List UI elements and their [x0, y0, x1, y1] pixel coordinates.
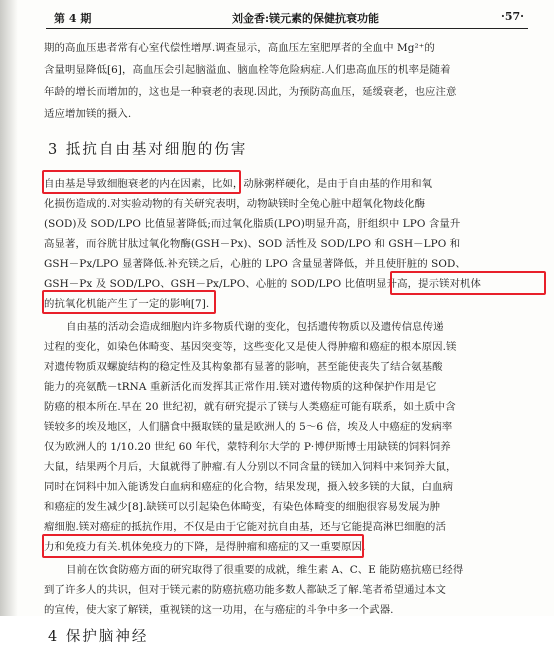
paragraph-line: 和癌症的发生减少[8].缺镁可以引起染色体畸变，有染色体畸变的细胞很容易发展为肿: [44, 501, 441, 513]
page-spine-shadow: [0, 0, 18, 616]
paragraph-line: 力和免疫力有关.机体免疫力的下降，是得肿瘤和癌症的又一重要原因.: [44, 541, 366, 553]
paragraph-line: 年龄的增长而增加的，这也是一种衰老的表现.因此，为预防高血压，延缓衰老，也应注意: [44, 86, 457, 98]
section-heading-3: 3 抵抗自由基对细胞的伤害: [48, 142, 248, 158]
paragraph-line: GSH－Px 及 SOD/LPO、GSH－Px/LPO、心脏的 SOD/LPO 比值明显升高，提示镁对机体: [44, 278, 482, 290]
paragraph-line: 期的高血压患者常有心室代偿性增厚.调查显示，高血压左室肥厚者的全血中 Mg²⁺的: [44, 42, 435, 54]
paragraph-line: 对遗传物质双螺旋结构的稳定性及其构象都有显著的影响，甚至能使丧失了结合氨基酸: [44, 361, 443, 373]
paragraph-line: 瘤细胞.镁对癌症的抵抗作用，不仅是由于它能对抗自由基，还与它能提高淋巴细胞的活: [44, 521, 447, 533]
paragraph-line: 化损伤造成的.对实验动物的有关研究表明，动物缺镁时全兔心脏中超氧化物歧化酶: [44, 198, 426, 210]
paragraph-line: 仅为欧洲人的 1/10.20 世纪 60 年代，蒙特利尔大学的 P·博伊斯博士用缺镁的饲料饲养: [44, 441, 451, 453]
paragraph-line: 自由基的活动会造成细胞内许多物质代谢的变化，包括遗传物质以及遗传信息传递: [66, 321, 444, 333]
paragraph-line: 自由基是导致细胞衰老的内在因素，比如，动脉粥样硬化，是由于自由基的作用和氧: [44, 178, 433, 190]
paragraph-line: 目前在饮食防癌方面的研究取得了很重要的成就，维生素 A、C、E 能防癌抗癌已经得: [66, 564, 464, 576]
paragraph-line: 防癌的根本所在.早在 20 世纪初，就有研究提示了镁与人类癌症可能有联系，如土质中含: [44, 401, 456, 413]
paragraph-line: 到了许多人的共识，但对于镁元素的防癌抗癌功能多数人都缺乏了解.笔者希望通过本文: [44, 584, 447, 596]
paragraph-line: (SOD)及 SOD/LPO 比值显著降低;而过氧化脂质(LPO)明显升高，肝组织中 LPO 含量升: [44, 218, 461, 230]
section-heading-4: 4 保护脑神经: [48, 629, 149, 645]
paragraph-line: 镁较多的埃及地区，人们膳食中摄取镁的量是欧洲人的 5～6 倍，埃及人中癌症的发病率: [44, 421, 453, 433]
running-header: [46, 8, 528, 29]
paragraph-line: 能力的亮氨酰－tRNA 重新活化而发挥其正常作用.镁对遗传物质的这种保护作用是它: [44, 381, 437, 393]
paragraph-line: 含量明显降低[6]，高血压会引起脑溢血、脑血栓等危险病症.人们患高血压的机率是随着: [44, 64, 451, 76]
issue-number: 第 4 期: [54, 12, 92, 25]
paragraph-line: 的宣传，使大家了解镁，重视镁的这一功用，在与癌症的斗争中多一个武器.: [44, 604, 394, 616]
paragraph-line: 的抗氧化机能产生了一定的影响[7].: [44, 298, 210, 310]
paragraph-line: 过程的变化，如染色体畸变、基因突变等，这些变化又是使人得肿瘤和癌症的根本原因.镁: [44, 341, 457, 353]
paragraph-line: 适应增加镁的摄入.: [44, 108, 132, 120]
running-title: 刘金香:镁元素的保健抗衰功能: [232, 12, 380, 25]
paragraph-line: GSH－Px/LPO 显著降低.补充镁之后，心脏的 LPO 含量显著降低，并且使肝脏的 SOD、: [44, 258, 466, 270]
page-number: ·57·: [501, 10, 524, 23]
paragraph-line: 大鼠，结果两个月后，大鼠就得了肿瘤.有人分别以不同含量的镁加入饲料中来饲养大鼠，: [44, 461, 457, 473]
paragraph-line: 同时在饲料中加入能诱发白血病和癌症的化合物，结果发现，摄入较多镁的大鼠，白血病: [44, 481, 454, 493]
paragraph-line: 高显著，而谷胱甘肽过氧化物酶(GSH－Px)、SOD 活性及 SOD/LPO 和 GSH－LPO 和: [44, 238, 461, 250]
